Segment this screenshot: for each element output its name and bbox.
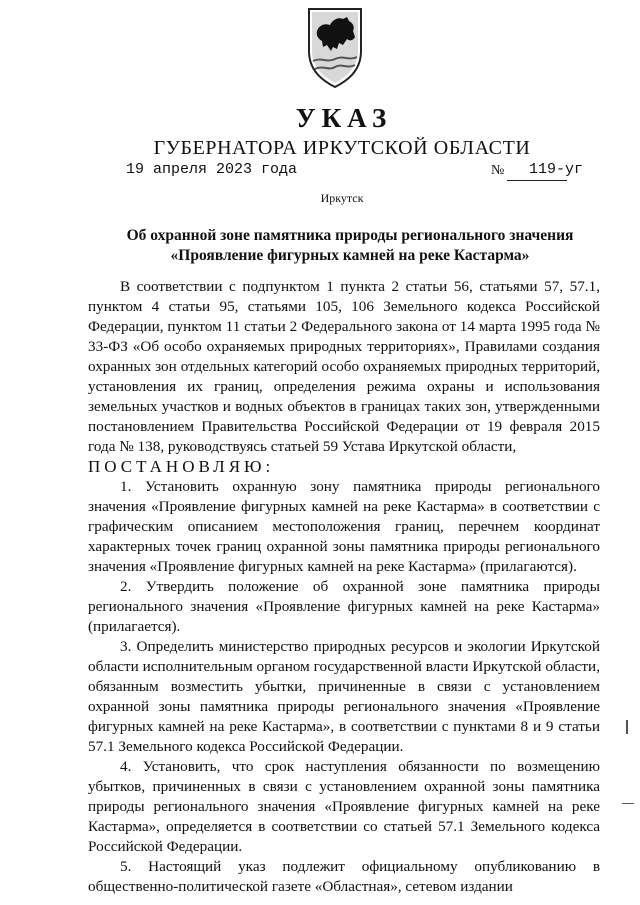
number-underline [507,180,567,181]
list-item: 5. Настоящий указ подлежит официальному опубликованию в общественно-политической газете «Областная», сетевом издании [88,858,600,895]
preamble-paragraph: В соответствии с подпунктом 1 пункта 2 статьи 56, статьями 57, 57.1, пунктом 4 статьи 95, статьями 105, 106 Земельного кодекса Российской Федерации, пунктом 11 статьи 2 Федерального закона от 14 марта 1995 года № 33-ФЗ «Об особо охраняемых природных территориях», Правилами создания охранных зон отдельных категорий особо охраняемых природных территорий, установления их границ, определения режима охраны и использования земельных участков и водных объектов в границах таких зон, утвержденными постановлением Правительства Российской Федерации от 19 февраля 2015 года № 138, руководствуясь статьей 59 Устава Иркутской области, [88,278,600,455]
list-item: 4. Установить, что срок наступления обязанности по возмещению убытков, причиненных в связи с установлением охранной зоны памятника природы регионального значения «Проявление фигурных камней на реке Кастарма», определяется в соответствии со статьей 57.1 Земельного кодекса Российской Федерации. [88,758,600,855]
list-item: 1. Установить охранную зону памятника природы регионального значения «Проявление фигурных камней на реке Кастарма» в соответствии с графическим описанием местоположения границ, перечнем координат характерных точек границ охранной зоны памятника природы регионального значения «Проявление фигурных камней на реке Кастарма» (прилагаются). [88,478,600,575]
document-body [88,277,600,897]
number-sign: № [491,163,505,178]
list-item: 3. Определить министерство природных ресурсов и экологии Иркутской области исполнительным органом государственной власти Иркутской области, обязанным возместить убытки, причиненные в связи с установлением охранной зоны памятника природы регионального значения «Проявление фигурных камней на реке Кастарма», в соответствии с пунктами 8 и 9 статьи 57.1 Земельного кодекса Российской Федерации. [88,638,600,755]
scan-mark [622,803,634,804]
issuer-subtitle: ГУБЕРНАТОРА ИРКУТСКОЙ ОБЛАСТИ [153,137,531,159]
document-number: 119-уг [529,161,584,178]
irkutsk-coat-of-arms-icon [303,5,367,89]
document-heading-line-2: «Проявление фигурных камней на реке Кастарма» [170,247,530,264]
document-heading [80,226,620,266]
decree-word: ПОСТАНОВЛЯЮ: [88,457,275,476]
document-type-title: УКАЗ [295,103,393,133]
scan-mark [626,720,628,734]
document-heading-line-1: Об охранной зоне памятника природы регионального значения [126,227,574,244]
document-date: 19 апреля 2023 года [126,161,298,178]
issue-city: Иркутск [320,191,364,205]
list-item: 2. Утвердить положение об охранной зоне памятника природы регионального значения «Проявление фигурных камней на реке Кастарма» (прилагается). [88,578,600,635]
